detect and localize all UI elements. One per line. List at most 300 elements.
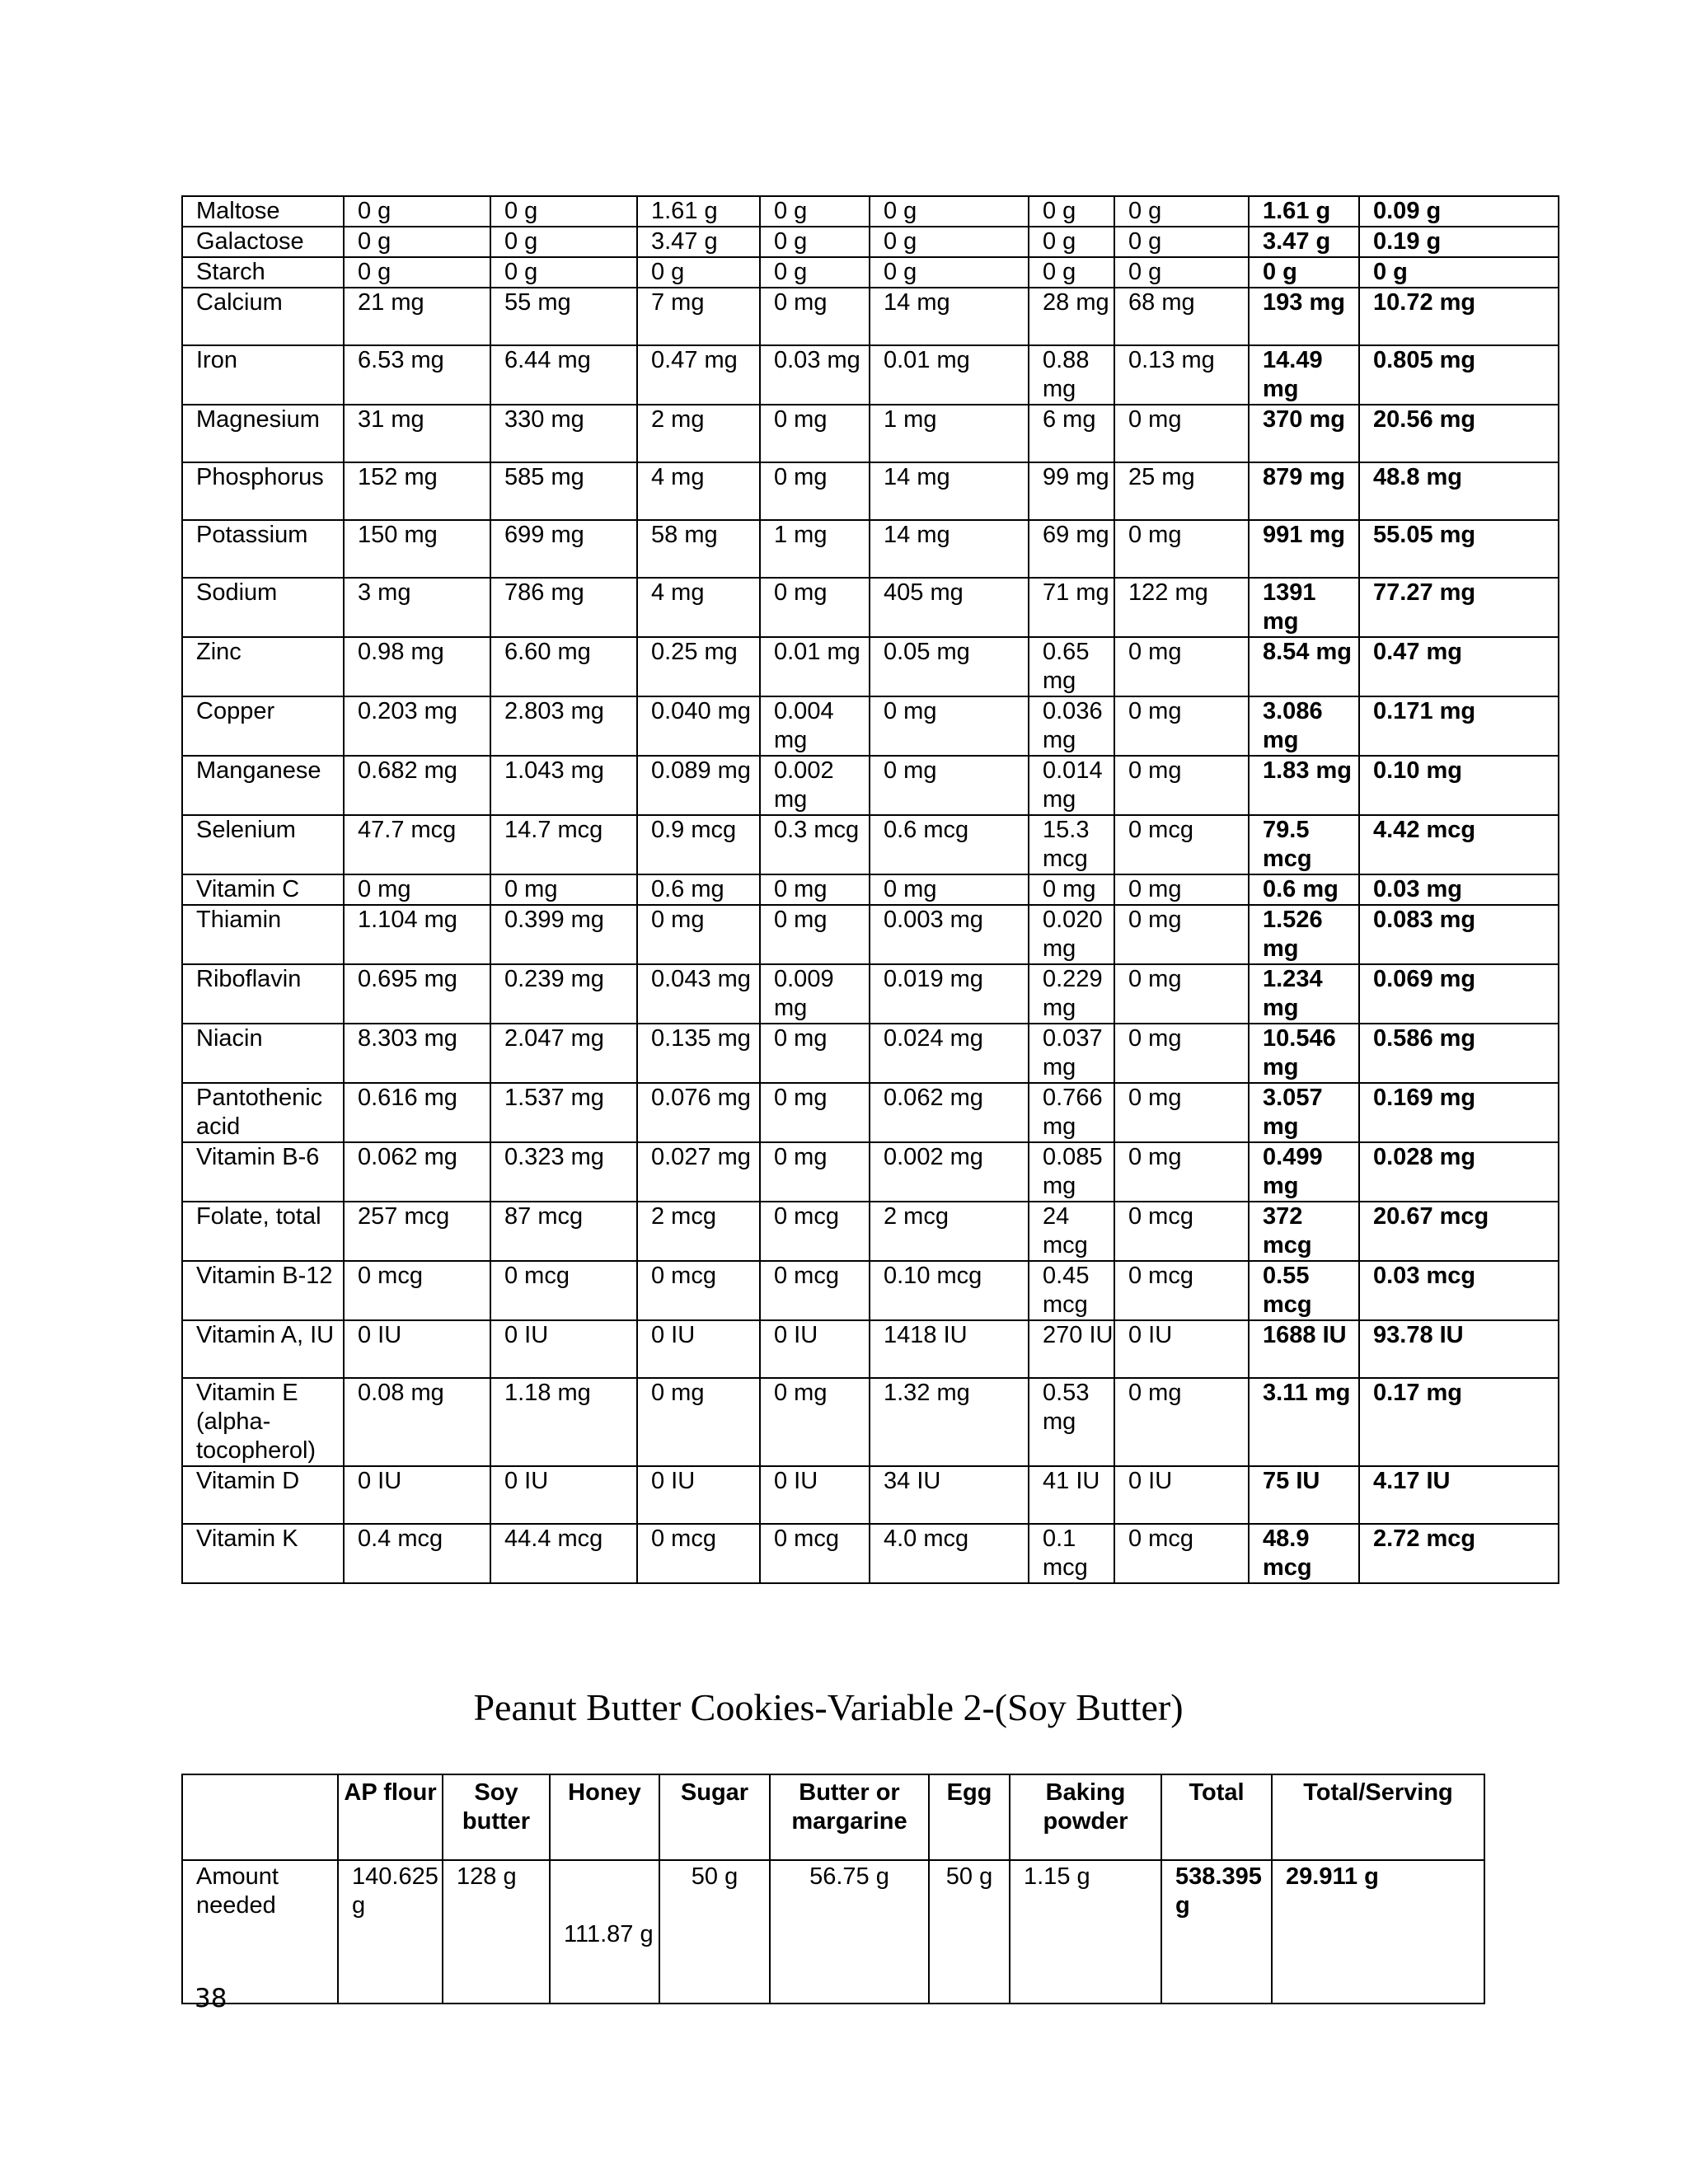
header-total-per-serving: Total/Serving: [1272, 1774, 1484, 1860]
nutrient-value-cell: 0.616 mg: [344, 1083, 490, 1142]
nutrient-value-cell: 3.47 g: [637, 227, 760, 257]
nutrient-value-cell: 0.171 mg: [1359, 696, 1559, 756]
nutrient-row: [182, 520, 1559, 578]
nutrient-value-cell: 0 mg: [1114, 964, 1249, 1024]
nutrient-value-cell: 3.086 mg: [1249, 696, 1359, 756]
nutrient-value-cell: 991 mg: [1249, 520, 1359, 578]
nutrient-row: [182, 874, 1559, 905]
nutrient-name-cell: Calcium: [182, 288, 344, 345]
nutrient-value-cell: 0 mg: [637, 1378, 760, 1466]
nutrient-name-cell: Sodium: [182, 578, 344, 637]
nutrient-row: [182, 1378, 1559, 1466]
nutrient-value-cell: 0 mcg: [1114, 815, 1249, 874]
nutrient-value-cell: 1391 mg: [1249, 578, 1359, 637]
header-total: Total: [1161, 1774, 1272, 1860]
nutrient-value-cell: 330 mg: [490, 405, 637, 462]
nutrient-value-cell: 0 mg: [1114, 905, 1249, 964]
nutrient-value-cell: 79.5 mcg: [1249, 815, 1359, 874]
amount-egg: 50 g: [929, 1860, 1010, 2004]
nutrient-value-cell: 1.043 mg: [490, 756, 637, 815]
header-ap-flour: AP flour: [338, 1774, 443, 1860]
nutrient-value-cell: 21 mg: [344, 288, 490, 345]
nutrient-value-cell: 0 IU: [490, 1466, 637, 1524]
nutrient-value-cell: 3.057 mg: [1249, 1083, 1359, 1142]
nutrient-value-cell: 0 IU: [637, 1466, 760, 1524]
nutrient-value-cell: 0 mcg: [760, 1261, 870, 1320]
nutrient-value-cell: 0 mcg: [344, 1261, 490, 1320]
nutrient-value-cell: 0.09 g: [1359, 196, 1559, 227]
nutrient-value-cell: 0 g: [344, 196, 490, 227]
nutrient-value-cell: 25 mg: [1114, 462, 1249, 520]
nutrient-row: [182, 1024, 1559, 1083]
nutrient-value-cell: 0 mg: [760, 288, 870, 345]
nutrient-value-cell: 1688 IU: [1249, 1320, 1359, 1378]
header-soy-butter: Soy butter: [443, 1774, 550, 1860]
nutrient-value-cell: 0.03 mg: [1359, 874, 1559, 905]
nutrient-value-cell: 0.069 mg: [1359, 964, 1559, 1024]
nutrient-value-cell: 0 g: [490, 196, 637, 227]
nutrient-value-cell: 0 mg: [760, 1024, 870, 1083]
nutrient-value-cell: 699 mg: [490, 520, 637, 578]
nutrient-value-cell: 14.7 mcg: [490, 815, 637, 874]
nutrient-value-cell: 0 g: [1029, 257, 1114, 288]
nutrient-value-cell: 0 mg: [1029, 874, 1114, 905]
nutrient-value-cell: 0 mcg: [1114, 1261, 1249, 1320]
nutrient-value-cell: 0 g: [870, 257, 1029, 288]
nutrient-value-cell: 0 IU: [490, 1320, 637, 1378]
nutrient-value-cell: 0.47 mg: [1359, 637, 1559, 696]
nutrient-value-cell: 0.766 mg: [1029, 1083, 1114, 1142]
nutrient-value-cell: 0.004 mg: [760, 696, 870, 756]
nutrient-value-cell: 93.78 IU: [1359, 1320, 1559, 1378]
nutrient-name-cell: Starch: [182, 257, 344, 288]
nutrient-value-cell: 0.3 mcg: [760, 815, 870, 874]
nutrient-value-cell: 0.003 mg: [870, 905, 1029, 964]
header-butter-or-margarine: Butter or margarine: [770, 1774, 929, 1860]
nutrient-value-cell: 48.8 mg: [1359, 462, 1559, 520]
nutrient-name-cell: Galactose: [182, 227, 344, 257]
amount-butter-or-margarine: 56.75 g: [770, 1860, 929, 2004]
nutrient-value-cell: 14 mg: [870, 520, 1029, 578]
nutrient-value-cell: 14 mg: [870, 288, 1029, 345]
nutrient-value-cell: 8.303 mg: [344, 1024, 490, 1083]
amount-label: Amount needed: [182, 1860, 338, 2004]
nutrient-value-cell: 8.54 mg: [1249, 637, 1359, 696]
nutrient-value-cell: 14.49 mg: [1249, 345, 1359, 405]
amount-total: 538.395 g: [1161, 1860, 1272, 2004]
nutrient-value-cell: 122 mg: [1114, 578, 1249, 637]
nutrient-value-cell: 0 g: [760, 196, 870, 227]
section-title: Peanut Butter Cookies-Variable 2-(Soy Butter): [473, 1686, 1184, 1728]
nutrient-name-cell: Selenium: [182, 815, 344, 874]
nutrient-value-cell: 0.19 g: [1359, 227, 1559, 257]
header-egg: Egg: [929, 1774, 1010, 1860]
nutrient-value-cell: 77.27 mg: [1359, 578, 1559, 637]
nutrient-value-cell: 0.399 mg: [490, 905, 637, 964]
nutrient-value-cell: 0 IU: [637, 1320, 760, 1378]
nutrient-value-cell: 1.83 mg: [1249, 756, 1359, 815]
nutrient-value-cell: 20.56 mg: [1359, 405, 1559, 462]
nutrient-value-cell: 0.17 mg: [1359, 1378, 1559, 1466]
nutrient-value-cell: 0 mg: [1114, 756, 1249, 815]
nutrient-value-cell: 0 IU: [760, 1320, 870, 1378]
nutrient-value-cell: 0.4 mcg: [344, 1524, 490, 1583]
nutrient-value-cell: 0.037 mg: [1029, 1024, 1114, 1083]
nutrient-value-cell: 24 mcg: [1029, 1202, 1114, 1261]
header-honey: Honey: [550, 1774, 659, 1860]
nutrient-value-cell: 4.17 IU: [1359, 1466, 1559, 1524]
nutrient-value-cell: 0 mg: [760, 405, 870, 462]
nutrient-value-cell: 34 IU: [870, 1466, 1029, 1524]
nutrient-value-cell: 0.03 mcg: [1359, 1261, 1559, 1320]
nutrient-value-cell: 0.014 mg: [1029, 756, 1114, 815]
nutrient-name-cell: Vitamin B-12: [182, 1261, 344, 1320]
nutrient-value-cell: 75 IU: [1249, 1466, 1359, 1524]
nutrient-value-cell: 0.01 mg: [870, 345, 1029, 405]
amount-baking-powder: 1.15 g: [1010, 1860, 1161, 2004]
nutrient-value-cell: 0 g: [1114, 196, 1249, 227]
nutrient-value-cell: 0 g: [344, 227, 490, 257]
nutrient-value-cell: 6.60 mg: [490, 637, 637, 696]
nutrient-name-cell: Vitamin D: [182, 1466, 344, 1524]
nutrient-value-cell: 0 g: [1029, 196, 1114, 227]
nutrient-value-cell: 0.062 mg: [870, 1083, 1029, 1142]
nutrient-value-cell: 0 g: [1114, 257, 1249, 288]
nutrient-name-cell: Phosphorus: [182, 462, 344, 520]
nutrient-value-cell: 0.6 mcg: [870, 815, 1029, 874]
nutrient-name-cell: Zinc: [182, 637, 344, 696]
nutrient-value-cell: 10.546 mg: [1249, 1024, 1359, 1083]
nutrient-value-cell: 0 mg: [870, 756, 1029, 815]
nutrient-name-cell: Folate, total: [182, 1202, 344, 1261]
nutrient-value-cell: 1.32 mg: [870, 1378, 1029, 1466]
nutrient-value-cell: 0 mg: [344, 874, 490, 905]
nutrient-value-cell: 0.45 mcg: [1029, 1261, 1114, 1320]
nutrient-value-cell: 0 IU: [344, 1466, 490, 1524]
nutrient-value-cell: 0 mg: [870, 696, 1029, 756]
nutrient-value-cell: 99 mg: [1029, 462, 1114, 520]
nutrient-value-cell: 0 mg: [760, 905, 870, 964]
nutrient-value-cell: 0 mg: [760, 1083, 870, 1142]
nutrient-name-cell: Thiamin: [182, 905, 344, 964]
header-baking-powder: Baking powder: [1010, 1774, 1161, 1860]
nutrient-value-cell: 0.05 mg: [870, 637, 1029, 696]
nutrient-value-cell: 370 mg: [1249, 405, 1359, 462]
nutrient-row: [182, 1083, 1559, 1142]
nutrient-value-cell: 0.9 mcg: [637, 815, 760, 874]
nutrient-value-cell: 0 g: [490, 257, 637, 288]
nutrient-value-cell: 0.499 mg: [1249, 1142, 1359, 1202]
nutrient-value-cell: 0 mcg: [637, 1261, 760, 1320]
nutrient-value-cell: 0 mg: [1114, 520, 1249, 578]
nutrient-name-cell: Riboflavin: [182, 964, 344, 1024]
nutrient-value-cell: 0.1 mcg: [1029, 1524, 1114, 1583]
nutrient-value-cell: 0 mg: [870, 874, 1029, 905]
nutrient-value-cell: 0.805 mg: [1359, 345, 1559, 405]
nutrient-value-cell: 41 IU: [1029, 1466, 1114, 1524]
nutrient-value-cell: 0.040 mg: [637, 696, 760, 756]
page-number: 38: [195, 1984, 227, 2013]
nutrient-value-cell: 0 g: [870, 196, 1029, 227]
recipe-amount-row: [182, 1860, 1484, 2004]
nutrient-value-cell: 58 mg: [637, 520, 760, 578]
nutrient-value-cell: 15.3 mcg: [1029, 815, 1114, 874]
header-sugar: Sugar: [659, 1774, 770, 1860]
nutrient-value-cell: 0.062 mg: [344, 1142, 490, 1202]
nutrient-table: [181, 195, 1559, 1584]
nutrient-value-cell: 0 g: [1029, 227, 1114, 257]
nutrient-value-cell: 1.104 mg: [344, 905, 490, 964]
nutrient-value-cell: 0.695 mg: [344, 964, 490, 1024]
nutrient-name-cell: Vitamin C: [182, 874, 344, 905]
nutrient-value-cell: 0.028 mg: [1359, 1142, 1559, 1202]
nutrient-value-cell: 10.72 mg: [1359, 288, 1559, 345]
nutrient-value-cell: 585 mg: [490, 462, 637, 520]
nutrient-value-cell: 0 mcg: [637, 1524, 760, 1583]
nutrient-value-cell: 0.47 mg: [637, 345, 760, 405]
nutrient-row: [182, 1142, 1559, 1202]
nutrient-value-cell: 0 mg: [1114, 696, 1249, 756]
nutrient-name-cell: Niacin: [182, 1024, 344, 1083]
nutrient-value-cell: 3 mg: [344, 578, 490, 637]
nutrient-row: [182, 1524, 1559, 1583]
nutrient-value-cell: 0.020 mg: [1029, 905, 1114, 964]
nutrient-row: [182, 1320, 1559, 1378]
nutrient-value-cell: 0 g: [1359, 257, 1559, 288]
nutrient-row: [182, 405, 1559, 462]
nutrient-value-cell: 193 mg: [1249, 288, 1359, 345]
nutrient-value-cell: 1.61 g: [1249, 196, 1359, 227]
nutrient-value-cell: 1.18 mg: [490, 1378, 637, 1466]
nutrient-value-cell: 3.11 mg: [1249, 1378, 1359, 1466]
nutrient-value-cell: 69 mg: [1029, 520, 1114, 578]
nutrient-value-cell: 0.25 mg: [637, 637, 760, 696]
nutrient-value-cell: 0.203 mg: [344, 696, 490, 756]
nutrient-value-cell: 55.05 mg: [1359, 520, 1559, 578]
nutrient-row: [182, 288, 1559, 345]
nutrient-row: [182, 257, 1559, 288]
nutrient-value-cell: 0.009 mg: [760, 964, 870, 1024]
nutrient-value-cell: 1 mg: [760, 520, 870, 578]
nutrient-value-cell: 1418 IU: [870, 1320, 1029, 1378]
header-cell-blank: [182, 1774, 338, 1860]
nutrient-value-cell: 44.4 mcg: [490, 1524, 637, 1583]
nutrient-value-cell: 2.72 mcg: [1359, 1524, 1559, 1583]
nutrient-row: [182, 696, 1559, 756]
nutrient-value-cell: 1.526 mg: [1249, 905, 1359, 964]
nutrient-value-cell: 0.043 mg: [637, 964, 760, 1024]
nutrient-value-cell: 1.537 mg: [490, 1083, 637, 1142]
nutrient-value-cell: 0.169 mg: [1359, 1083, 1559, 1142]
nutrient-value-cell: 0 mg: [1114, 405, 1249, 462]
nutrient-value-cell: 1.234 mg: [1249, 964, 1359, 1024]
nutrient-value-cell: 0 mg: [760, 1378, 870, 1466]
nutrient-value-cell: 0.682 mg: [344, 756, 490, 815]
recipe-header-row: [182, 1774, 1484, 1860]
nutrient-value-cell: 786 mg: [490, 578, 637, 637]
nutrient-value-cell: 0 mg: [1114, 874, 1249, 905]
nutrient-value-cell: 152 mg: [344, 462, 490, 520]
nutrient-value-cell: 372 mcg: [1249, 1202, 1359, 1261]
nutrient-value-cell: 0.6 mg: [1249, 874, 1359, 905]
nutrient-value-cell: 0.024 mg: [870, 1024, 1029, 1083]
nutrient-value-cell: 0.002 mg: [870, 1142, 1029, 1202]
nutrient-value-cell: 68 mg: [1114, 288, 1249, 345]
nutrient-value-cell: 3.47 g: [1249, 227, 1359, 257]
nutrient-value-cell: 0.01 mg: [760, 637, 870, 696]
nutrient-value-cell: 0 mg: [490, 874, 637, 905]
nutrient-row: [182, 964, 1559, 1024]
nutrient-value-cell: 0 mg: [760, 874, 870, 905]
nutrient-row: [182, 345, 1559, 405]
nutrient-value-cell: 14 mg: [870, 462, 1029, 520]
nutrient-value-cell: 879 mg: [1249, 462, 1359, 520]
nutrient-value-cell: 0 mg: [637, 905, 760, 964]
nutrient-name-cell: Magnesium: [182, 405, 344, 462]
nutrient-value-cell: 7 mg: [637, 288, 760, 345]
nutrient-value-cell: 0.10 mg: [1359, 756, 1559, 815]
nutrient-value-cell: 0.085 mg: [1029, 1142, 1114, 1202]
nutrient-row: [182, 815, 1559, 874]
nutrient-row: [182, 905, 1559, 964]
nutrient-value-cell: 71 mg: [1029, 578, 1114, 637]
nutrient-value-cell: 2 mcg: [870, 1202, 1029, 1261]
nutrient-value-cell: 0 IU: [1114, 1320, 1249, 1378]
nutrient-value-cell: 2.047 mg: [490, 1024, 637, 1083]
nutrient-value-cell: 0.65 mg: [1029, 637, 1114, 696]
nutrient-value-cell: 0 g: [490, 227, 637, 257]
nutrient-value-cell: 0 mcg: [1114, 1202, 1249, 1261]
nutrient-row: [182, 1466, 1559, 1524]
nutrient-name-cell: Maltose: [182, 196, 344, 227]
nutrient-value-cell: 0.03 mg: [760, 345, 870, 405]
nutrient-value-cell: 87 mcg: [490, 1202, 637, 1261]
nutrient-value-cell: 0 mcg: [760, 1524, 870, 1583]
nutrient-name-cell: Vitamin E (alpha-tocopherol): [182, 1378, 344, 1466]
nutrient-value-cell: 0.10 mcg: [870, 1261, 1029, 1320]
nutrient-value-cell: 0 mg: [1114, 1142, 1249, 1202]
nutrient-name-cell: Copper: [182, 696, 344, 756]
nutrient-value-cell: 2 mg: [637, 405, 760, 462]
nutrient-value-cell: 270 IU: [1029, 1320, 1114, 1378]
nutrient-name-cell: Vitamin A, IU: [182, 1320, 344, 1378]
nutrient-value-cell: 0.135 mg: [637, 1024, 760, 1083]
nutrient-row: [182, 756, 1559, 815]
nutrient-value-cell: 0 mg: [1114, 1378, 1249, 1466]
nutrient-value-cell: 0.98 mg: [344, 637, 490, 696]
nutrient-value-cell: 0 g: [637, 257, 760, 288]
nutrient-value-cell: 257 mcg: [344, 1202, 490, 1261]
amount-sugar: 50 g: [659, 1860, 770, 2004]
nutrient-value-cell: 1.61 g: [637, 196, 760, 227]
nutrient-name-cell: Manganese: [182, 756, 344, 815]
nutrient-value-cell: 20.67 mcg: [1359, 1202, 1559, 1261]
nutrient-value-cell: 0 mg: [1114, 1024, 1249, 1083]
nutrient-value-cell: 0.239 mg: [490, 964, 637, 1024]
nutrient-value-cell: 6.44 mg: [490, 345, 637, 405]
nutrient-name-cell: Vitamin B-6: [182, 1142, 344, 1202]
amount-ap-flour: 140.625g: [338, 1860, 443, 2004]
nutrient-value-cell: 0.323 mg: [490, 1142, 637, 1202]
nutrient-value-cell: 6.53 mg: [344, 345, 490, 405]
nutrient-value-cell: 0 g: [760, 227, 870, 257]
nutrient-value-cell: 0 mg: [1114, 637, 1249, 696]
amount-soy-butter: 128 g: [443, 1860, 550, 2004]
nutrient-row: [182, 1202, 1559, 1261]
nutrient-value-cell: 31 mg: [344, 405, 490, 462]
nutrient-value-cell: 0 g: [760, 257, 870, 288]
nutrient-name-cell: Iron: [182, 345, 344, 405]
nutrient-value-cell: 0.083 mg: [1359, 905, 1559, 964]
nutrient-value-cell: 0.036 mg: [1029, 696, 1114, 756]
nutrient-value-cell: 0.6 mg: [637, 874, 760, 905]
nutrient-value-cell: 0.089 mg: [637, 756, 760, 815]
nutrient-value-cell: 28 mg: [1029, 288, 1114, 345]
nutrient-value-cell: 4.42 mcg: [1359, 815, 1559, 874]
nutrient-value-cell: 48.9 mcg: [1249, 1524, 1359, 1583]
nutrient-value-cell: 47.7 mcg: [344, 815, 490, 874]
amount-total-per-serving: 29.911 g: [1272, 1860, 1484, 2004]
nutrient-row: [182, 578, 1559, 637]
nutrient-value-cell: 150 mg: [344, 520, 490, 578]
nutrient-value-cell: 0 mg: [760, 578, 870, 637]
nutrient-name-cell: Vitamin K: [182, 1524, 344, 1583]
nutrient-value-cell: 0.53 mg: [1029, 1378, 1114, 1466]
nutrient-value-cell: 0 mg: [760, 1142, 870, 1202]
nutrient-value-cell: 0.002 mg: [760, 756, 870, 815]
nutrient-value-cell: 0 g: [1249, 257, 1359, 288]
nutrient-value-cell: 0 g: [1114, 227, 1249, 257]
nutrient-value-cell: 0 IU: [344, 1320, 490, 1378]
nutrient-value-cell: 0 mg: [760, 462, 870, 520]
nutrient-value-cell: 0 g: [344, 257, 490, 288]
nutrient-value-cell: 2.803 mg: [490, 696, 637, 756]
nutrient-row: [182, 637, 1559, 696]
nutrient-value-cell: 0.076 mg: [637, 1083, 760, 1142]
nutrient-value-cell: 405 mg: [870, 578, 1029, 637]
nutrient-value-cell: 0.019 mg: [870, 964, 1029, 1024]
nutrient-value-cell: 0 mcg: [760, 1202, 870, 1261]
nutrient-value-cell: 0.027 mg: [637, 1142, 760, 1202]
nutrient-row: [182, 227, 1559, 257]
nutrient-value-cell: 0 mcg: [1114, 1524, 1249, 1583]
nutrient-name-cell: Pantothenic acid: [182, 1083, 344, 1142]
nutrient-value-cell: 0 mg: [1114, 1083, 1249, 1142]
nutrient-value-cell: 0.13 mg: [1114, 345, 1249, 405]
nutrient-value-cell: 0 IU: [760, 1466, 870, 1524]
nutrient-value-cell: 0 mcg: [490, 1261, 637, 1320]
nutrient-value-cell: 4 mg: [637, 462, 760, 520]
nutrient-value-cell: 2 mcg: [637, 1202, 760, 1261]
nutrient-row: [182, 196, 1559, 227]
nutrient-row: [182, 1261, 1559, 1320]
nutrient-name-cell: Potassium: [182, 520, 344, 578]
nutrient-value-cell: 0.88 mg: [1029, 345, 1114, 405]
amount-honey: 111.87 g: [550, 1860, 659, 2004]
nutrient-value-cell: 0.586 mg: [1359, 1024, 1559, 1083]
nutrient-value-cell: 0.08 mg: [344, 1378, 490, 1466]
nutrient-value-cell: 0.229 mg: [1029, 964, 1114, 1024]
nutrient-value-cell: 0.55 mcg: [1249, 1261, 1359, 1320]
nutrient-row: [182, 462, 1559, 520]
nutrient-value-cell: 0 IU: [1114, 1466, 1249, 1524]
nutrient-value-cell: 4 mg: [637, 578, 760, 637]
nutrient-value-cell: 1 mg: [870, 405, 1029, 462]
nutrient-value-cell: 55 mg: [490, 288, 637, 345]
nutrient-value-cell: 4.0 mcg: [870, 1524, 1029, 1583]
nutrient-value-cell: 0 g: [870, 227, 1029, 257]
recipe-table: [181, 1774, 1485, 2004]
